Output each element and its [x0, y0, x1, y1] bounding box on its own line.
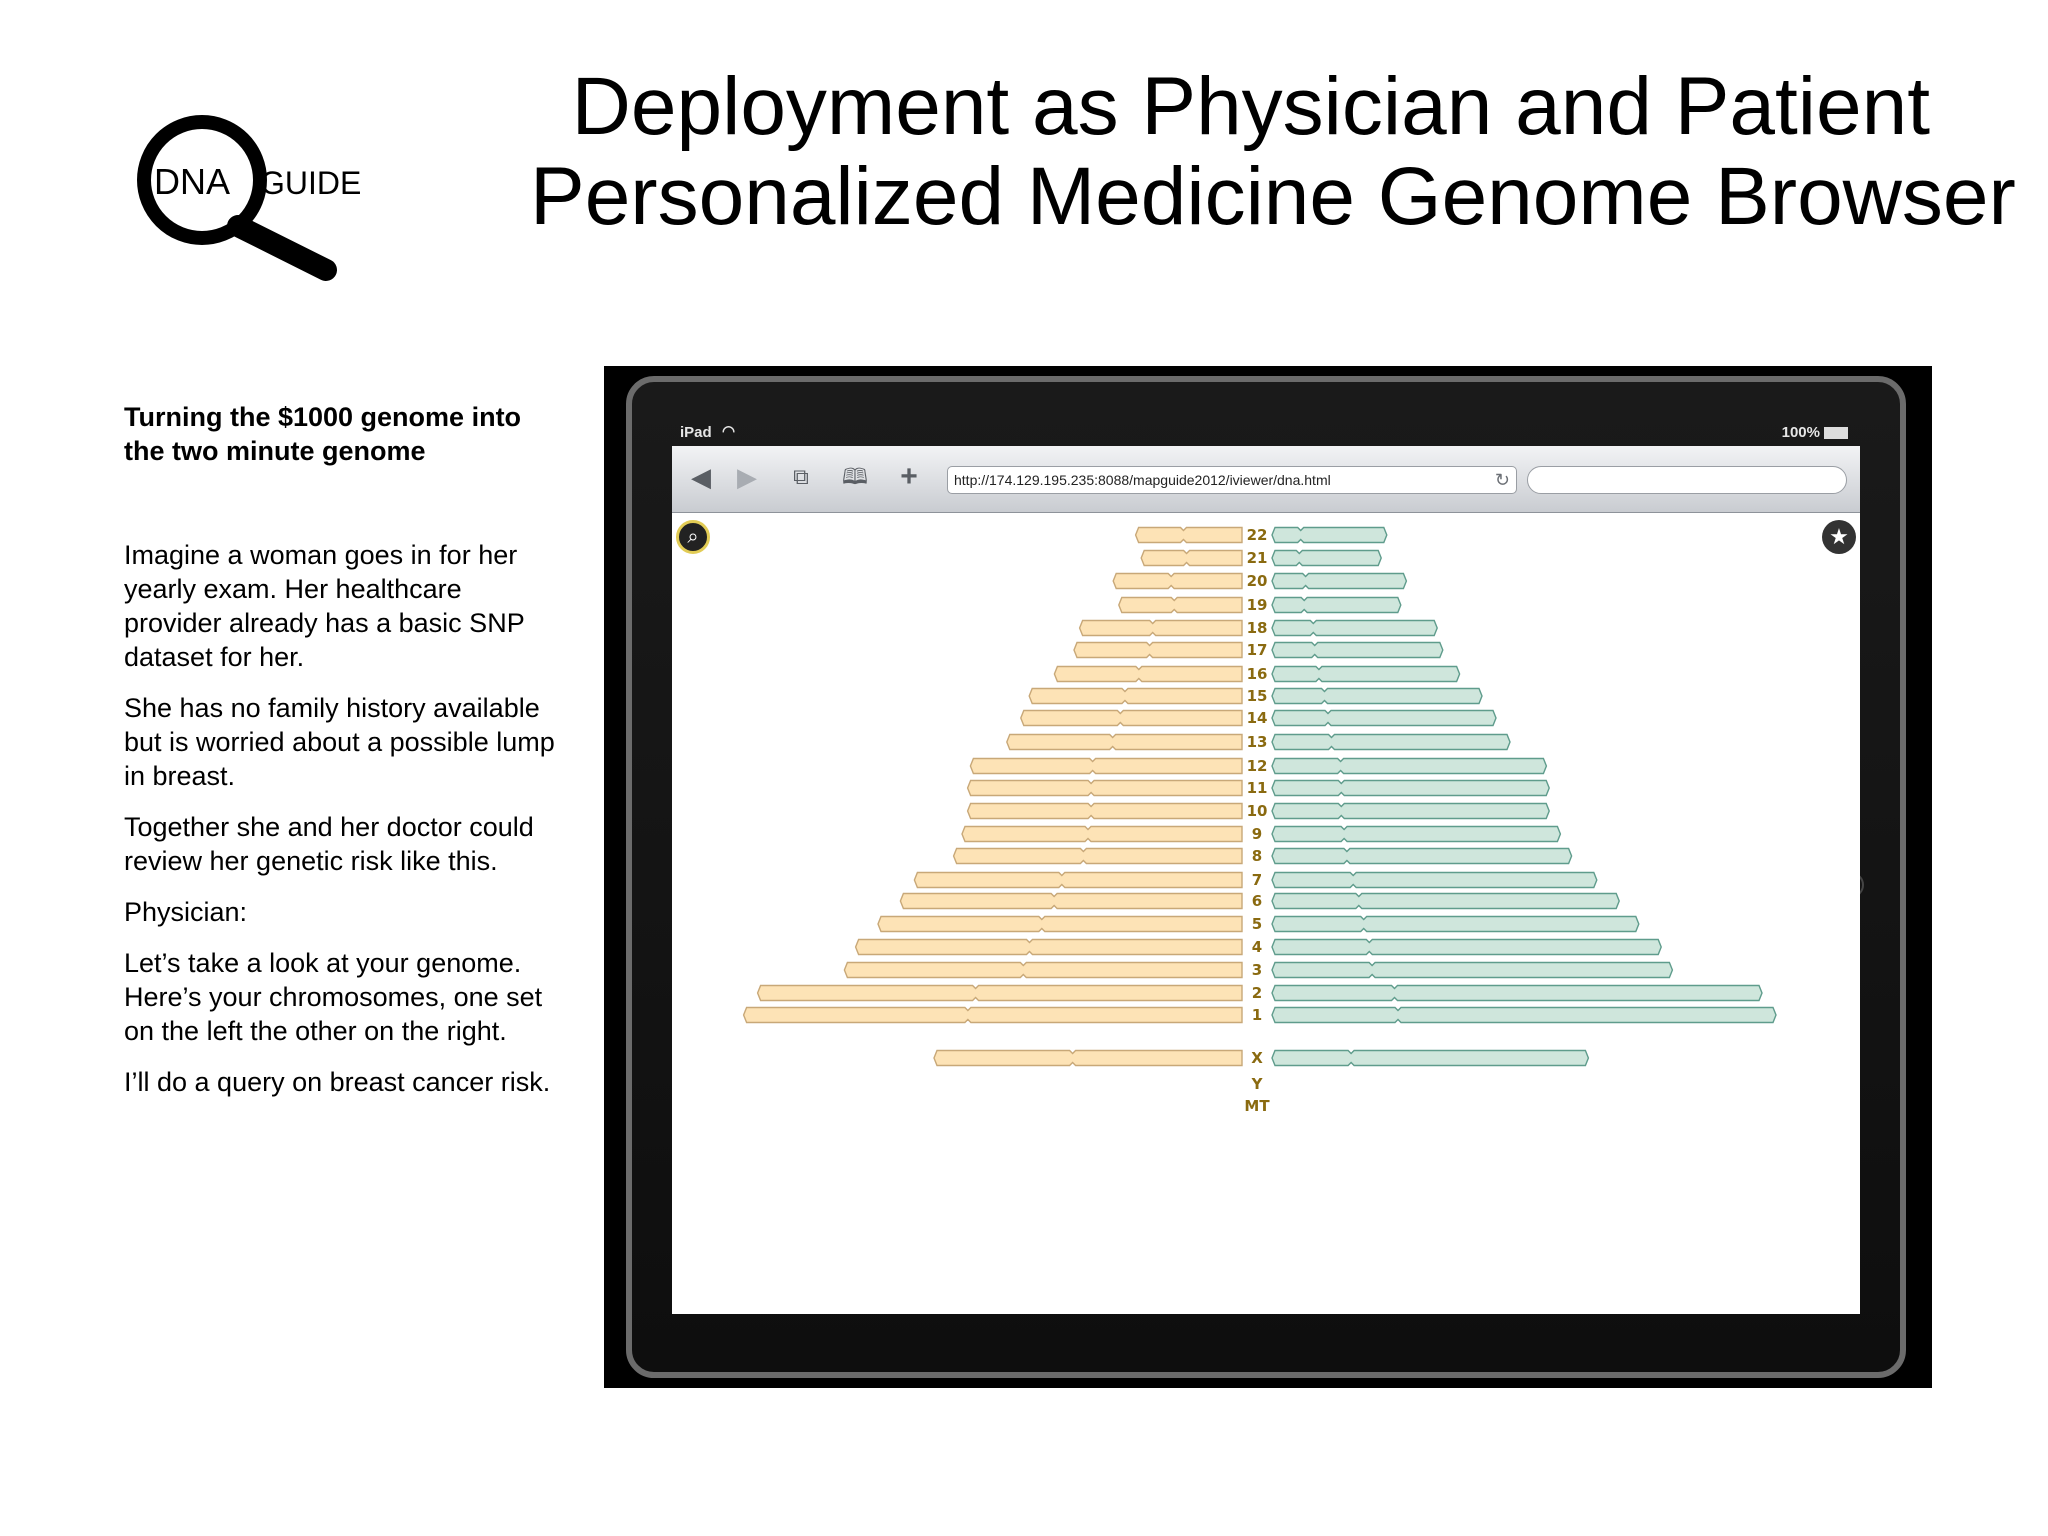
- chromosome-label-3: 3: [1251, 961, 1263, 979]
- chromosome-left-8[interactable]: [954, 849, 1242, 864]
- chromosome-right-4[interactable]: [1272, 940, 1661, 955]
- chromosome-label-x: X: [1251, 1049, 1263, 1067]
- battery-indicator: [1782, 424, 1848, 441]
- chromosome-right-8[interactable]: [1272, 849, 1572, 864]
- left-text-column: [124, 400, 564, 1116]
- paragraph-2: She has no family history available but is worried about a possible lump in breast.: [124, 693, 555, 791]
- chromosome-label-16: 16: [1246, 665, 1268, 683]
- chromosome-label-9: 9: [1251, 825, 1263, 843]
- chromosome-label-5: 5: [1251, 915, 1263, 933]
- chromosome-label-21: 21: [1246, 549, 1268, 567]
- chromosome-ideogram: [672, 512, 1860, 1314]
- chromosome-label-mt: MT: [1244, 1097, 1270, 1115]
- chromosome-left-5[interactable]: [878, 917, 1242, 932]
- chromosome-left-15[interactable]: [1029, 689, 1242, 704]
- chromosome-label-12: 12: [1246, 757, 1268, 775]
- chromosome-right-10[interactable]: [1272, 804, 1549, 819]
- back-arrow-icon[interactable]: ◀: [691, 462, 711, 492]
- logo-text-dna: DNA: [154, 161, 231, 202]
- battery-label: 100%: [1781, 424, 1820, 441]
- chromosome-label-14: 14: [1246, 709, 1268, 727]
- chromosome-right-17[interactable]: [1272, 643, 1443, 658]
- chromosome-right-21[interactable]: [1272, 551, 1381, 566]
- chromosome-left-7[interactable]: [914, 873, 1242, 888]
- chromosome-label-y: Y: [1251, 1075, 1263, 1093]
- chromosome-right-2[interactable]: [1272, 986, 1762, 1001]
- chromosome-right-5[interactable]: [1272, 917, 1639, 932]
- chromosome-right-18[interactable]: [1272, 621, 1437, 636]
- chromosome-right-19[interactable]: [1272, 598, 1401, 613]
- chromosome-right-7[interactable]: [1272, 873, 1597, 888]
- browser-screen: [672, 446, 1860, 1314]
- chromosome-right-14[interactable]: [1272, 711, 1496, 726]
- chromosome-left-x[interactable]: [934, 1051, 1242, 1066]
- slide-title: [530, 61, 2016, 242]
- star-icon[interactable]: ★: [1822, 520, 1856, 554]
- chromosome-label-17: 17: [1246, 641, 1268, 659]
- chromosome-left-4[interactable]: [856, 940, 1242, 955]
- chromosome-right-13[interactable]: [1272, 735, 1510, 750]
- device-label: iPad: [680, 424, 712, 441]
- chromosome-left-14[interactable]: [1021, 711, 1242, 726]
- slide-title-line2: Personalized Medicine Genome Browser: [530, 151, 2016, 242]
- chromosome-right-6[interactable]: [1272, 894, 1619, 909]
- chromosome-label-22: 22: [1246, 526, 1268, 544]
- browser-search-field[interactable]: [1527, 466, 1847, 494]
- search-icon[interactable]: ⌕: [676, 520, 710, 554]
- logo-text-guide: GUIDE: [260, 165, 362, 201]
- chromosome-label-4: 4: [1251, 938, 1263, 956]
- chromosome-right-9[interactable]: [1272, 827, 1560, 842]
- chromosome-left-22[interactable]: [1136, 528, 1242, 543]
- chromosome-left-2[interactable]: [758, 986, 1242, 1001]
- paragraph-6: I’ll do a query on breast cancer risk.: [124, 1067, 551, 1097]
- chromosome-left-13[interactable]: [1007, 735, 1242, 750]
- address-bar[interactable]: [947, 466, 1517, 494]
- forward-arrow-icon[interactable]: ▶: [737, 462, 757, 492]
- chromosome-right-x[interactable]: [1272, 1051, 1588, 1066]
- chromosome-left-11[interactable]: [968, 781, 1242, 796]
- chromosome-left-6[interactable]: [900, 894, 1242, 909]
- chromosome-label-1: 1: [1251, 1006, 1263, 1024]
- paragraph-4: Physician:: [124, 897, 248, 927]
- chromosome-left-3[interactable]: [844, 963, 1242, 978]
- chromosome-right-11[interactable]: [1272, 781, 1549, 796]
- bookmarks-icon[interactable]: 🕮: [842, 464, 868, 489]
- chromosome-right-22[interactable]: [1272, 528, 1387, 543]
- chromosome-right-16[interactable]: [1272, 667, 1460, 682]
- reload-icon[interactable]: ↻: [1494, 470, 1510, 490]
- wifi-icon: ◠: [722, 423, 736, 440]
- chromosome-left-21[interactable]: [1141, 551, 1242, 566]
- chromosome-left-20[interactable]: [1113, 574, 1242, 589]
- battery-icon: [1824, 427, 1848, 439]
- chromosome-right-20[interactable]: [1272, 574, 1406, 589]
- ipad-screenshot: [604, 366, 1932, 1388]
- chromosome-label-13: 13: [1246, 733, 1268, 751]
- paragraph-1: Imagine a woman goes in for her yearly exam. Her healthcare provider already has a basic SNP dataset for her.: [124, 540, 525, 672]
- chromosome-right-1[interactable]: [1272, 1008, 1776, 1023]
- chromosome-label-15: 15: [1246, 687, 1268, 705]
- chromosome-label-10: 10: [1246, 802, 1268, 820]
- dna-guide-logo: [130, 110, 390, 300]
- chromosome-right-12[interactable]: [1272, 759, 1546, 774]
- chromosome-left-1[interactable]: [744, 1008, 1242, 1023]
- add-icon[interactable]: +: [900, 460, 918, 493]
- chromosome-left-17[interactable]: [1074, 643, 1242, 658]
- subheading: Turning the $1000 genome into the two minute genome: [124, 402, 522, 466]
- chromosome-left-9[interactable]: [962, 827, 1242, 842]
- chromosome-label-2: 2: [1251, 984, 1263, 1002]
- chromosome-label-11: 11: [1246, 779, 1268, 797]
- chromosome-right-3[interactable]: [1272, 963, 1672, 978]
- chromosome-label-19: 19: [1246, 596, 1268, 614]
- chromosome-label-18: 18: [1246, 619, 1268, 637]
- browser-toolbar: [672, 446, 1860, 513]
- pages-icon[interactable]: ⧉: [793, 464, 809, 489]
- chromosome-left-16[interactable]: [1054, 667, 1242, 682]
- chromosome-left-10[interactable]: [968, 804, 1242, 819]
- chromosome-left-19[interactable]: [1119, 598, 1242, 613]
- ipad-status-bar: [672, 422, 1858, 444]
- chromosome-label-20: 20: [1246, 572, 1268, 590]
- chromosome-label-6: 6: [1251, 892, 1263, 910]
- chromosome-label-8: 8: [1251, 847, 1263, 865]
- chromosome-right-15[interactable]: [1272, 689, 1482, 704]
- chromosome-left-18[interactable]: [1080, 621, 1242, 636]
- chromosome-left-12[interactable]: [970, 759, 1242, 774]
- address-bar-url: http://174.129.195.235:8088/mapguide2012/iviewer/dna.html: [954, 472, 1331, 488]
- paragraph-5: Let’s take a look at your genome. Here’s your chromosomes, one set on the left the other on the right.: [124, 948, 543, 1046]
- slide-title-line1: Deployment as Physician and Patient: [571, 61, 1930, 152]
- chromosome-label-7: 7: [1251, 871, 1263, 889]
- paragraph-3: Together she and her doctor could review her genetic risk like this.: [124, 812, 534, 876]
